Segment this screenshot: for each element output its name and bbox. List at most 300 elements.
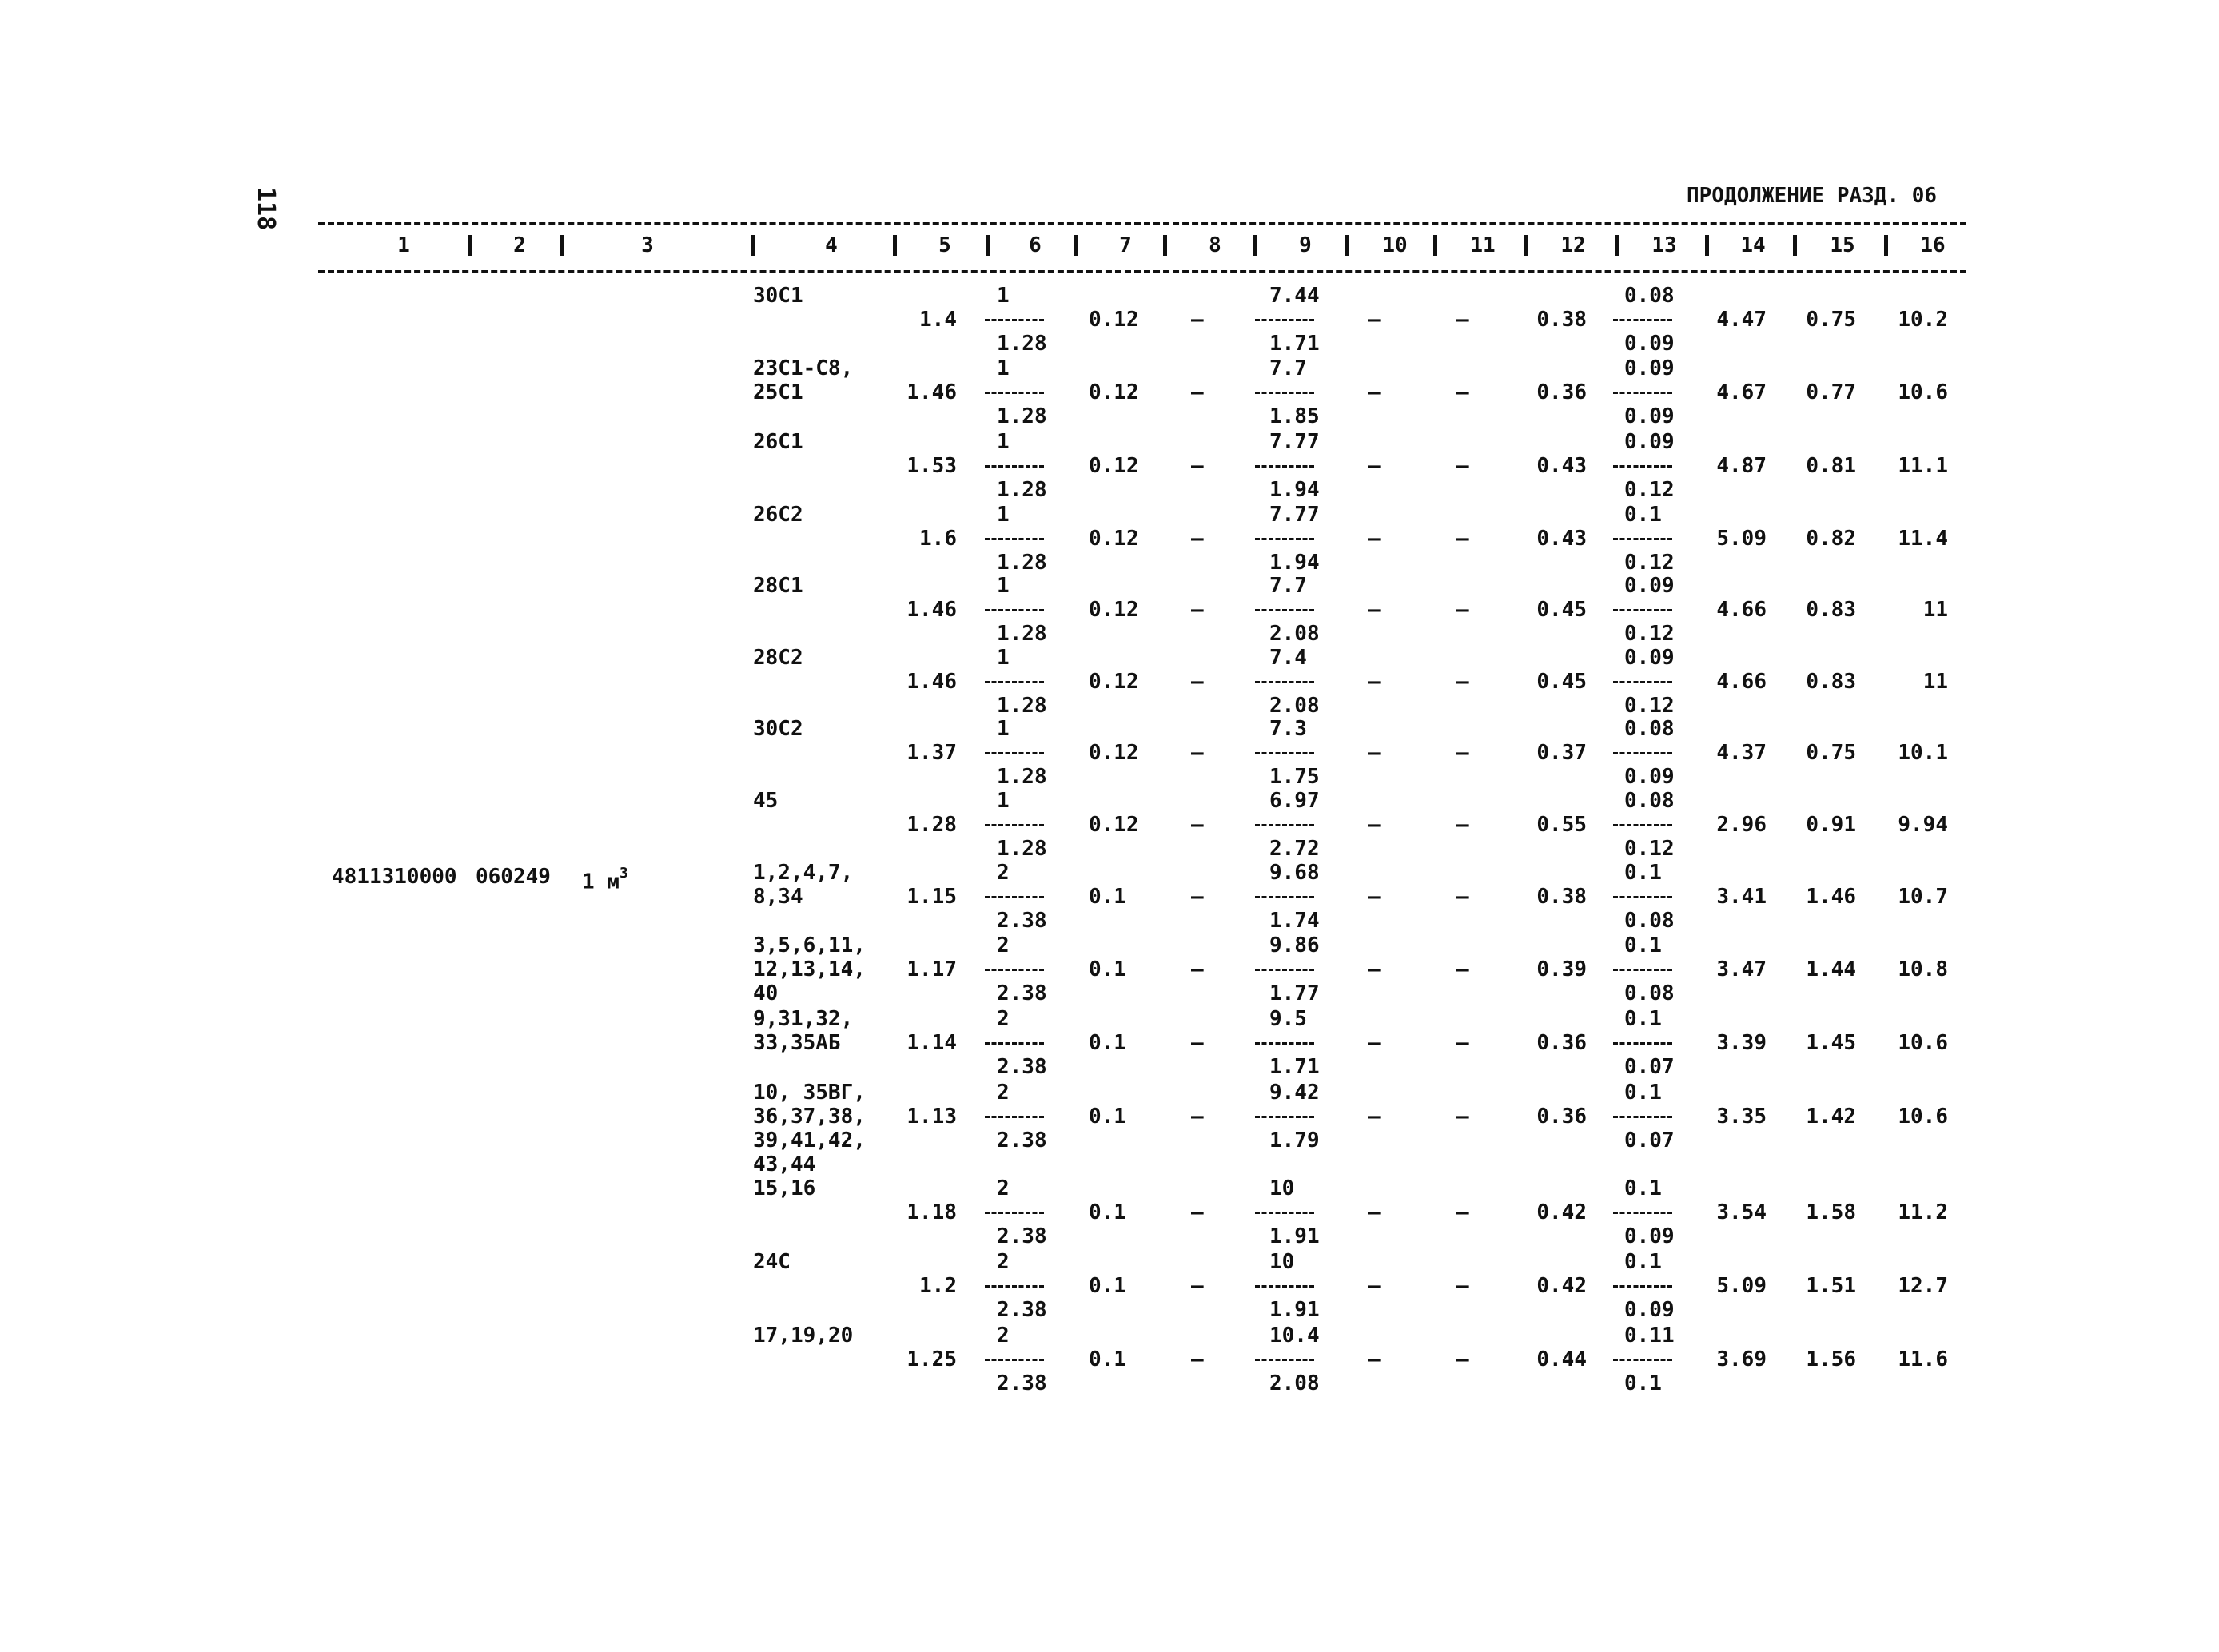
cell-col8: – [1191,885,1204,909]
cell-col6-fraction-bar [985,1359,1044,1361]
cell-col9-denominator: 1.91 [1269,1224,1320,1248]
cell-col10: – [1368,1274,1381,1298]
cell-col6-denominator: 1.28 [997,694,1047,718]
cell-col12: 0.36 [1536,380,1587,404]
cell-col11: – [1456,1274,1469,1298]
cell-col13-numerator: 0.09 [1624,430,1675,454]
column-separator [1705,235,1709,256]
cell-col7: 0.12 [1089,380,1139,404]
row-designation-line: 24С [753,1250,791,1274]
cell-col6-denominator: 2.38 [997,1371,1047,1395]
cell-col13-fraction-bar [1613,1285,1672,1288]
cell-col6-fraction-bar [985,465,1044,468]
cell-col9-fraction-bar [1255,752,1314,754]
cell-col13-denominator: 0.1 [1624,1371,1662,1395]
cell-col8: – [1191,1200,1204,1224]
row-designation-line: 36,37,38, [753,1105,866,1129]
cell-col9-numerator: 7.44 [1269,284,1320,308]
cell-col7: 0.1 [1089,1200,1126,1224]
cell-col15: 1.42 [1806,1105,1856,1129]
cell-col9-fraction-bar [1255,609,1314,611]
cell-col9-fraction-bar [1255,1212,1314,1214]
cell-col6-fraction-bar [985,1212,1044,1214]
cell-col15: 0.83 [1806,598,1856,622]
cell-col9-denominator: 1.74 [1269,909,1320,933]
cell-col13-numerator: 0.1 [1624,1250,1662,1274]
cell-col9-denominator: 1.94 [1269,551,1320,575]
cell-col11: – [1456,1347,1469,1371]
cell-col9-fraction-bar [1255,969,1314,971]
cell-col15: 1.44 [1806,957,1856,981]
column-separator [1433,235,1437,256]
cell-col9-fraction-bar [1255,681,1314,683]
column-separator [1253,235,1257,256]
cell-col8: – [1191,598,1204,622]
cell-col11: – [1456,885,1469,909]
cell-col5: 1.46 [906,380,957,404]
row-designation-line: 43,44 [753,1152,816,1176]
cell-col9-fraction-bar [1255,465,1314,468]
cell-col13-numerator: 0.1 [1624,1081,1662,1105]
cell-col13-numerator: 0.08 [1624,789,1675,813]
cell-col14: 4.47 [1716,308,1767,332]
cell-col9-numerator: 7.4 [1269,646,1307,670]
cell-col6-fraction-bar [985,392,1044,394]
cell-col7: 0.1 [1089,1105,1126,1129]
cell-col8: – [1191,1105,1204,1129]
cell-col8: – [1191,957,1204,981]
table-top-rule [318,222,1966,225]
cell-col6-denominator: 1.28 [997,837,1047,861]
cell-col7: 0.1 [1089,957,1126,981]
cell-col16: 10.2 [1898,308,1948,332]
cell-col13-fraction-bar [1613,1042,1672,1045]
cell-col11: – [1456,1200,1469,1224]
cell-col12: 0.43 [1536,527,1587,551]
cell-col14: 3.69 [1716,1347,1767,1371]
cell-col15: 0.75 [1806,308,1856,332]
cell-col12: 0.45 [1536,598,1587,622]
cell-col5: 1.37 [906,741,957,765]
row-designation-line: 15,16 [753,1176,816,1200]
cell-col10: – [1368,1200,1381,1224]
cell-col13-fraction-bar [1613,465,1672,468]
cell-col13-numerator: 0.11 [1624,1324,1675,1347]
cell-col13-denominator: 0.12 [1624,622,1675,646]
cell-col13-fraction-bar [1613,538,1672,540]
column-separator [893,235,897,256]
column-number-16: 16 [1920,233,1946,257]
cell-col7: 0.12 [1089,670,1139,694]
row-designation-line: 28С1 [753,574,803,598]
cell-col6-fraction-bar [985,752,1044,754]
page-number: 118 [252,187,280,231]
cell-col6-denominator: 1.28 [997,332,1047,356]
cell-col9-numerator: 10 [1269,1176,1295,1200]
cell-col13-fraction-bar [1613,969,1672,971]
cell-col12: 0.39 [1536,957,1587,981]
cell-col13-denominator: 0.09 [1624,332,1675,356]
row-designation-line: 30С2 [753,717,803,741]
cell-col16: 11 [1922,598,1948,622]
cell-col6-denominator: 2.38 [997,1224,1047,1248]
cell-col16: 11.2 [1898,1200,1948,1224]
cell-col13-numerator: 0.1 [1624,861,1662,885]
column-number-12: 12 [1560,233,1586,257]
cell-col6-denominator: 2.38 [997,909,1047,933]
cell-col6-fraction-bar [985,1042,1044,1045]
cell-col7: 0.12 [1089,308,1139,332]
row-designation-line: 3,5,6,11, [753,933,866,957]
cell-col6-fraction-bar [985,824,1044,826]
cell-col9-numerator: 9.68 [1269,861,1320,885]
row-designation-line: 30С1 [753,284,803,308]
cell-col8: – [1191,670,1204,694]
cell-col9-denominator: 1.75 [1269,765,1320,789]
cell-col9-fraction-bar [1255,896,1314,898]
cell-col7: 0.12 [1089,598,1139,622]
cell-col11: – [1456,598,1469,622]
cell-col6-denominator: 2.38 [997,1298,1047,1322]
column-number-2: 2 [513,233,526,257]
cell-col13-denominator: 0.09 [1624,1298,1675,1322]
cell-col5: 1.14 [906,1031,957,1055]
group-code-secondary: 060249 [476,865,551,889]
cell-col14: 2.96 [1716,813,1767,837]
cell-col7: 0.1 [1089,1031,1126,1055]
column-separator [560,235,564,256]
column-separator [1615,235,1619,256]
cell-col6-numerator: 2 [997,1176,1010,1200]
cell-col13-denominator: 0.12 [1624,551,1675,575]
table-header-rule [318,270,1966,273]
cell-col9-fraction-bar [1255,538,1314,540]
cell-col13-denominator: 0.09 [1624,404,1675,428]
cell-col12: 0.42 [1536,1200,1587,1224]
group-code-primary: 4811310000 [332,865,457,889]
row-designation-line: 28С2 [753,646,803,670]
cell-col6-numerator: 1 [997,789,1010,813]
cell-col16: 10.8 [1898,957,1948,981]
cell-col10: – [1368,813,1381,837]
cell-col9-fraction-bar [1255,1359,1314,1361]
cell-col14: 3.41 [1716,885,1767,909]
cell-col11: – [1456,308,1469,332]
cell-col10: – [1368,741,1381,765]
cell-col9-fraction-bar [1255,1042,1314,1045]
cell-col13-fraction-bar [1613,896,1672,898]
cell-col13-denominator: 0.12 [1624,694,1675,718]
cell-col13-fraction-bar [1613,824,1672,826]
column-separator [1345,235,1349,256]
cell-col14: 3.39 [1716,1031,1767,1055]
cell-col6-denominator: 2.38 [997,981,1047,1005]
cell-col5: 1.2 [919,1274,957,1298]
column-separator [1163,235,1167,256]
cell-col14: 3.35 [1716,1105,1767,1129]
cell-col6-denominator: 1.28 [997,478,1047,502]
cell-col11: – [1456,813,1469,837]
cell-col9-fraction-bar [1255,1116,1314,1118]
cell-col13-numerator: 0.09 [1624,646,1675,670]
cell-col6-numerator: 1 [997,574,1010,598]
cell-col14: 3.47 [1716,957,1767,981]
cell-col8: – [1191,741,1204,765]
cell-col16: 9.94 [1898,813,1948,837]
cell-col9-denominator: 2.72 [1269,837,1320,861]
cell-col13-denominator: 0.09 [1624,1224,1675,1248]
cell-col14: 4.37 [1716,741,1767,765]
cell-col9-denominator: 1.94 [1269,478,1320,502]
cell-col15: 0.77 [1806,380,1856,404]
cell-col7: 0.12 [1089,813,1139,837]
cell-col10: – [1368,957,1381,981]
cell-col13-fraction-bar [1613,392,1672,394]
column-number-15: 15 [1830,233,1855,257]
cell-col12: 0.37 [1536,741,1587,765]
cell-col6-denominator: 1.28 [997,404,1047,428]
cell-col9-denominator: 1.77 [1269,981,1320,1005]
cell-col9-numerator: 10 [1269,1250,1295,1274]
cell-col5: 1.46 [906,670,957,694]
cell-col13-fraction-bar [1613,1116,1672,1118]
cell-col13-numerator: 0.1 [1624,1176,1662,1200]
cell-col9-numerator: 7.7 [1269,574,1307,598]
row-designation-line: 25С1 [753,380,803,404]
cell-col8: – [1191,1031,1204,1055]
row-designation-line: 45 [753,789,779,813]
cell-col6-fraction-bar [985,681,1044,683]
cell-col5: 1.25 [906,1347,957,1371]
cell-col14: 4.67 [1716,380,1767,404]
cell-col9-numerator: 6.97 [1269,789,1320,813]
cell-col15: 0.82 [1806,527,1856,551]
cell-col13-denominator: 0.09 [1624,765,1675,789]
cell-col5: 1.15 [906,885,957,909]
cell-col13-denominator: 0.08 [1624,909,1675,933]
cell-col11: – [1456,741,1469,765]
cell-col14: 4.66 [1716,598,1767,622]
cell-col14: 3.54 [1716,1200,1767,1224]
cell-col7: 0.1 [1089,1347,1126,1371]
cell-col7: 0.12 [1089,454,1139,478]
cell-col16: 10.6 [1898,380,1948,404]
cell-col13-fraction-bar [1613,1212,1672,1214]
cell-col7: 0.1 [1089,1274,1126,1298]
column-number-13: 13 [1651,233,1677,257]
cell-col6-numerator: 2 [997,1250,1010,1274]
cell-col13-numerator: 0.1 [1624,503,1662,527]
cell-col9-denominator: 2.08 [1269,694,1320,718]
cell-col10: – [1368,670,1381,694]
cell-col6-denominator: 2.38 [997,1055,1047,1079]
column-number-14: 14 [1740,233,1766,257]
cell-col10: – [1368,380,1381,404]
row-designation-line: 12,13,14, [753,957,866,981]
cell-col6-fraction-bar [985,319,1044,321]
cell-col6-denominator: 1.28 [997,765,1047,789]
cell-col10: – [1368,1347,1381,1371]
cell-col15: 1.45 [1806,1031,1856,1055]
cell-col13-numerator: 0.1 [1624,933,1662,957]
cell-col13-fraction-bar [1613,609,1672,611]
cell-col9-numerator: 7.3 [1269,717,1307,741]
cell-col16: 11.4 [1898,527,1948,551]
row-designation-line: 17,19,20 [753,1324,854,1347]
cell-col16: 11 [1922,670,1948,694]
cell-col9-denominator: 1.79 [1269,1129,1320,1152]
column-number-11: 11 [1470,233,1496,257]
cell-col10: – [1368,1105,1381,1129]
cell-col6-numerator: 1 [997,356,1010,380]
cell-col12: 0.55 [1536,813,1587,837]
cell-col9-numerator: 7.7 [1269,356,1307,380]
row-designation-line: 23С1-С8, [753,356,854,380]
cell-col9-fraction-bar [1255,392,1314,394]
cell-col5: 1.6 [919,527,957,551]
cell-col15: 0.75 [1806,741,1856,765]
row-designation-line: 26С2 [753,503,803,527]
cell-col13-fraction-bar [1613,1359,1672,1361]
cell-col9-denominator: 1.71 [1269,1055,1320,1079]
column-number-4: 4 [825,233,838,257]
cell-col9-numerator: 9.42 [1269,1081,1320,1105]
cell-col12: 0.38 [1536,308,1587,332]
cell-col13-fraction-bar [1613,681,1672,683]
cell-col15: 0.81 [1806,454,1856,478]
cell-col13-fraction-bar [1613,319,1672,321]
cell-col5: 1.28 [906,813,957,837]
cell-col6-numerator: 1 [997,430,1010,454]
cell-col10: – [1368,308,1381,332]
section-continuation-title: ПРОДОЛЖЕНИЕ РАЗД. 06 [1687,184,1938,208]
cell-col13-numerator: 0.08 [1624,717,1675,741]
cell-col15: 0.83 [1806,670,1856,694]
cell-col15: 1.56 [1806,1347,1856,1371]
cell-col6-numerator: 1 [997,503,1010,527]
cell-col11: – [1456,670,1469,694]
cell-col11: – [1456,527,1469,551]
cell-col6-fraction-bar [985,896,1044,898]
cell-col15: 0.91 [1806,813,1856,837]
cell-col6-denominator: 1.28 [997,551,1047,575]
cell-col5: 1.53 [906,454,957,478]
cell-col8: – [1191,813,1204,837]
cell-col9-denominator: 2.08 [1269,622,1320,646]
cell-col6-denominator: 1.28 [997,622,1047,646]
cell-col15: 1.51 [1806,1274,1856,1298]
cell-col6-numerator: 2 [997,861,1010,885]
cell-col9-denominator: 1.85 [1269,404,1320,428]
column-separator [986,235,990,256]
cell-col9-denominator: 2.08 [1269,1371,1320,1395]
cell-col9-numerator: 7.77 [1269,503,1320,527]
cell-col8: – [1191,380,1204,404]
cell-col5: 1.17 [906,957,957,981]
cell-col7: 0.12 [1089,741,1139,765]
cell-col10: – [1368,454,1381,478]
column-number-7: 7 [1119,233,1132,257]
cell-col8: – [1191,308,1204,332]
column-number-1: 1 [397,233,410,257]
cell-col6-denominator: 2.38 [997,1129,1047,1152]
group-unit: 1 $м^3$ [582,865,628,894]
cell-col14: 5.09 [1716,1274,1767,1298]
cell-col9-numerator: 7.77 [1269,430,1320,454]
cell-col7: 0.12 [1089,527,1139,551]
row-designation-line: 33,35АБ [753,1031,841,1055]
row-designation-line: 26С1 [753,430,803,454]
column-number-6: 6 [1029,233,1042,257]
cell-col11: – [1456,380,1469,404]
cell-col6-numerator: 2 [997,933,1010,957]
cell-col6-numerator: 2 [997,1081,1010,1105]
cell-col6-numerator: 1 [997,646,1010,670]
cell-col11: – [1456,1031,1469,1055]
cell-col13-numerator: 0.09 [1624,574,1675,598]
cell-col11: – [1456,957,1469,981]
cell-col16: 10.7 [1898,885,1948,909]
cell-col8: – [1191,454,1204,478]
cell-col16: 11.6 [1898,1347,1948,1371]
row-designation-line: 8,34 [753,885,803,909]
cell-col5: 1.46 [906,598,957,622]
cell-col16: 11.1 [1898,454,1948,478]
cell-col6-numerator: 1 [997,717,1010,741]
cell-col10: – [1368,1031,1381,1055]
cell-col13-numerator: 0.08 [1624,284,1675,308]
cell-col13-denominator: 0.08 [1624,981,1675,1005]
cell-col6-numerator: 2 [997,1324,1010,1347]
cell-col8: – [1191,527,1204,551]
cell-col6-fraction-bar [985,1116,1044,1118]
column-number-10: 10 [1382,233,1408,257]
cell-col9-fraction-bar [1255,824,1314,826]
cell-col9-fraction-bar [1255,319,1314,321]
cell-col16: 10.6 [1898,1031,1948,1055]
column-number-9: 9 [1299,233,1312,257]
cell-col14: 5.09 [1716,527,1767,551]
column-separator [1884,235,1888,256]
cell-col12: 0.36 [1536,1031,1587,1055]
column-separator [751,235,755,256]
cell-col10: – [1368,598,1381,622]
column-number-3: 3 [641,233,654,257]
cell-col8: – [1191,1274,1204,1298]
cell-col9-numerator: 10.4 [1269,1324,1320,1347]
cell-col9-denominator: 1.71 [1269,332,1320,356]
column-separator [1524,235,1528,256]
cell-col9-numerator: 9.5 [1269,1007,1307,1031]
cell-col12: 0.44 [1536,1347,1587,1371]
cell-col13-denominator: 0.07 [1624,1129,1675,1152]
cell-col10: – [1368,527,1381,551]
row-designation-line: 1,2,4,7, [753,861,854,885]
column-separator [1793,235,1797,256]
cell-col13-denominator: 0.12 [1624,837,1675,861]
cell-col6-fraction-bar [985,538,1044,540]
cell-col5: 1.18 [906,1200,957,1224]
cell-col13-denominator: 0.12 [1624,478,1675,502]
cell-col9-numerator: 9.86 [1269,933,1320,957]
column-separator [468,235,472,256]
cell-col12: 0.38 [1536,885,1587,909]
cell-col14: 4.66 [1716,670,1767,694]
cell-col16: 10.6 [1898,1105,1948,1129]
cell-col11: – [1456,1105,1469,1129]
cell-col16: 12.7 [1898,1274,1948,1298]
cell-col6-fraction-bar [985,609,1044,611]
